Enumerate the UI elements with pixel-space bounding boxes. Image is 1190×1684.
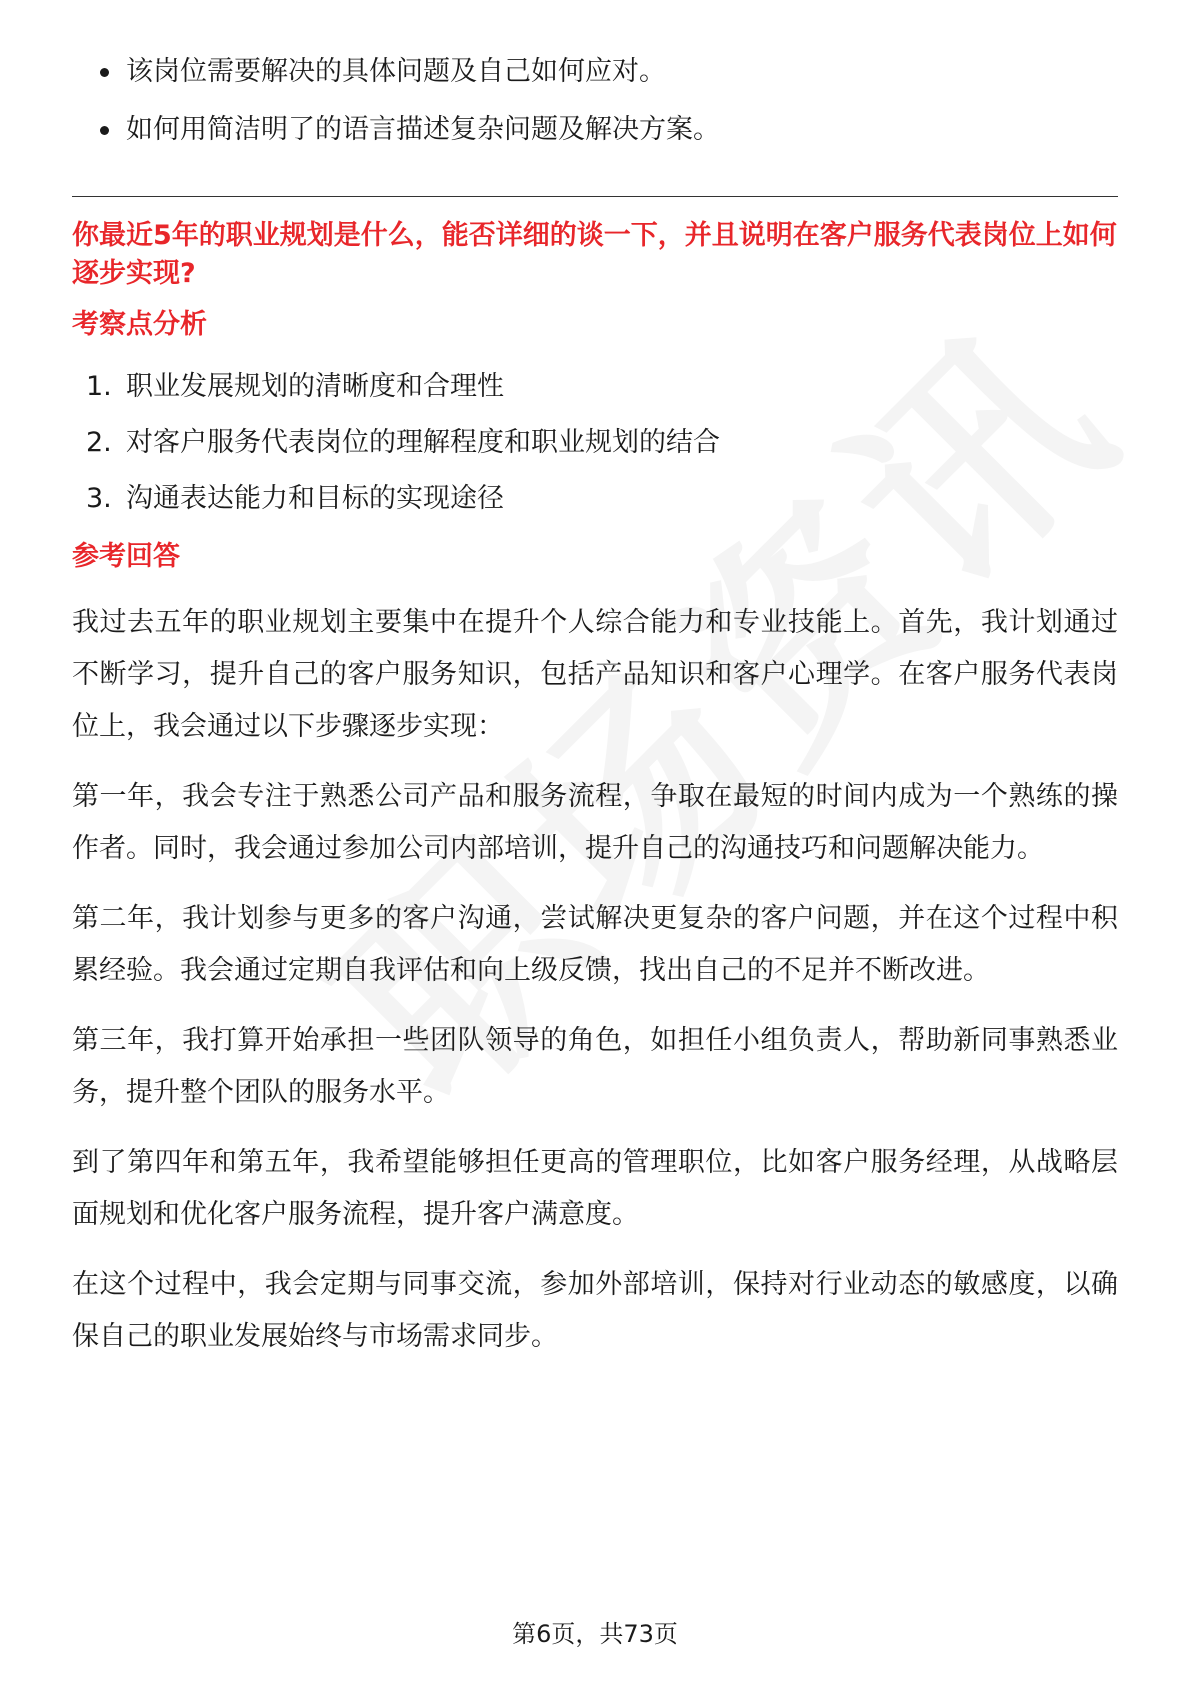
point-number: 1. (86, 371, 112, 402)
analysis-point (72, 423, 1118, 463)
bullet-dot-icon (100, 126, 109, 135)
point-text: 职业发展规划的清晰度和合理性 (126, 371, 504, 402)
answer-paragraph: 我过去五年的职业规划主要集中在提升个人综合能力和专业技能上。首先，我计划通过不断学习，提升自己的客户服务知识，包括产品知识和客户心理学。在客户服务代表岗位上，我会通过以下步骤逐步实现： (72, 607, 1118, 742)
bullet-dot-icon (100, 68, 109, 77)
point-number: 2. (86, 427, 112, 458)
analysis-title: 考察点分析 (72, 309, 207, 340)
bullet-item (72, 52, 1118, 92)
bullet-text: 如何用简洁明了的语言描述复杂问题及解决方案。 (126, 114, 720, 145)
analysis-point (72, 479, 1118, 519)
bullet-text: 该岗位需要解决的具体问题及自己如何应对。 (126, 56, 666, 87)
point-text: 对客户服务代表岗位的理解程度和职业规划的结合 (126, 427, 720, 458)
top-bullet-list (72, 52, 1118, 150)
point-number: 3. (86, 483, 112, 514)
answer-paragraph: 第二年，我计划参与更多的客户沟通，尝试解决更复杂的客户问题，并在这个过程中积累经验。我会通过定期自我评估和向上级反馈，找出自己的不足并不断改进。 (72, 903, 1118, 986)
analysis-point-list (72, 367, 1118, 519)
point-text: 沟通表达能力和目标的实现途径 (126, 483, 504, 514)
question-heading: 你最近5年的职业规划是什么，能否详细的谈一下，并且说明在客户服务代表岗位上如何逐步实现? (72, 220, 1117, 289)
page-number-footer: 第6页，共73页 (512, 1620, 678, 1648)
answer-paragraph: 第三年，我打算开始承担一些团队领导的角色，如担任小组负责人，帮助新同事熟悉业务，提升整个团队的服务水平。 (72, 1025, 1118, 1108)
answer-paragraph: 在这个过程中，我会定期与同事交流，参加外部培训，保持对行业动态的敏感度，以确保自己的职业发展始终与市场需求同步。 (72, 1269, 1118, 1352)
page-content (72, 52, 1118, 1363)
section-divider (72, 196, 1118, 197)
answer-paragraph: 到了第四年和第五年，我希望能够担任更高的管理职位，比如客户服务经理，从战略层面规划和优化客户服务流程，提升客户满意度。 (72, 1147, 1118, 1230)
answer-title: 参考回答 (72, 541, 180, 572)
bullet-item (72, 110, 1118, 150)
answer-paragraph: 第一年，我会专注于熟悉公司产品和服务流程，争取在最短的时间内成为一个熟练的操作者。同时，我会通过参加公司内部培训，提升自己的沟通技巧和问题解决能力。 (72, 781, 1118, 864)
analysis-point (72, 367, 1118, 407)
